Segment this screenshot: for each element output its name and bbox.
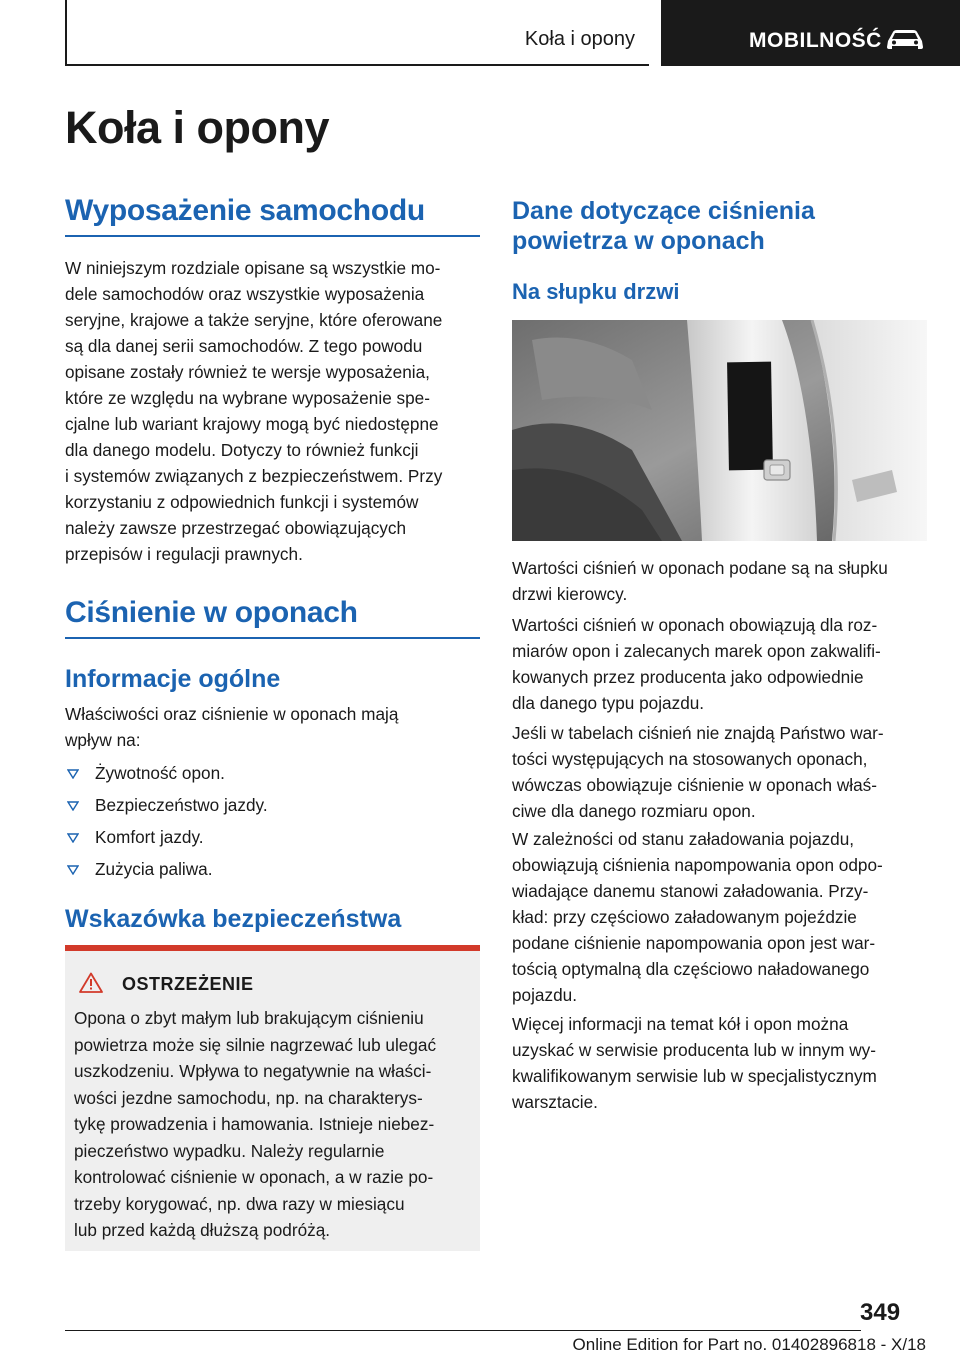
heading-pressure-data: Dane dotyczące ciśnienia powietrza w oponach	[512, 197, 815, 255]
load-paragraph: W zależności od stanu załadowania pojazdu, obowiązują ciśnienia napompowania opon odpo‐ wiadające danemu stanowi załadowania. Przy‐ kład: przy częściowo załadowanym pojeździe podane ciśnienie napompowania opon jest war‐ tością optymalną dla częściowo naładowanego pojazdu.	[512, 829, 883, 1005]
door-pillar-photo	[512, 320, 927, 541]
warning-text: Opona o zbyt małym lub brakującym ciśnieniu powietrza może się silnie nagrzewać lub ulegać uszkodzeniu. Wpływa to negatywnie na właści‐ wości jezdne samochodu, np. na charakterys‐ tykę prowadzenia i hamowania. Istnieje niebez‐ pieczeństwo wypadku. Należy regularnie kontrolować ciśnienie w oponach, a w razie po‐ trzeby korygować, np. dwa razy w miesiącu lub przed każdą dłuższą podróżą.	[74, 1008, 437, 1240]
triangle-bullet-icon	[67, 865, 79, 875]
pillar-paragraph: Wartości ciśnień w oponach podane są na słupku drzwi kierowcy.	[512, 558, 888, 604]
sizes-paragraph: Wartości ciśnień w oponach obowiązują dla roz‐ miarów opon i zalecanych marek opon zakwalifi‐ kowanych przez producenta jako odpowiednie dla danego typu pojazdu.	[512, 615, 881, 713]
header-section-title: Koła i opony	[524, 28, 635, 50]
list-item: Zużycia paliwa.	[65, 856, 480, 888]
heading-equipment: Wyposażenie samochodu	[65, 194, 425, 227]
equipment-paragraph: W niniejszym rozdziale opisane są wszystkie mo‐ dele samochodów oraz wszystkie wyposażenia seryjne, krajowe a także seryjne, które oferowane są dla danej serii samochodów. Z tego powodu opisane zostały również te wersje wyposażenia, które ze względu na wybrane wyposażenie spe‐ cjalne lub wariant krajowy mogą być niedostępne dla danego modelu. Dotyczy to również funkcji i systemów związanych z bezpieczeństwem. Przy korzystaniu z odpowiednich funkcji i systemów należy zawsze przestrzegać obowiązujących przepisów i regulacji prawnych.	[65, 258, 443, 564]
tables-paragraph: Jeśli w tabelach ciśnień nie znajdą Państwo war‐ tości występujących na stosowanych oponach, wówczas obowiązuje ciśnienie w oponach właś‐ ciwe dla danego rozmiaru opon.	[512, 723, 884, 821]
list-item: Żywotność opon.	[65, 760, 480, 792]
heading-tire-pressure: Ciśnienie w oponach	[65, 596, 358, 629]
triangle-bullet-icon	[67, 801, 79, 811]
general-paragraph: Właściwości oraz ciśnienie w oponach mają wpływ na:	[65, 704, 399, 750]
footer-rule	[65, 1330, 861, 1331]
heading-general-info: Informacje ogólne	[65, 665, 281, 693]
heading-rule	[65, 235, 480, 237]
header-divider-horizontal	[65, 64, 649, 66]
warning-bar	[65, 945, 480, 951]
heading-door-pillar: Na słupku drzwi	[512, 279, 680, 304]
page-title: Koła i opony	[65, 102, 329, 153]
footer-edition: Online Edition for Part no. 01402896818 - X/18	[572, 1335, 926, 1354]
service-paragraph: Więcej informacji na temat kół i opon można uzyskać w serwisie producenta lub w innym wy‐ kwalifikowanym serwisie lub w specjalistycznym warsztacie.	[512, 1014, 877, 1112]
triangle-bullet-icon	[67, 769, 79, 779]
heading-safety-note: Wskazówka bezpieczeństwa	[65, 905, 402, 933]
warning-box	[65, 945, 480, 1251]
heading-rule	[65, 637, 480, 639]
triangle-bullet-icon	[67, 833, 79, 843]
header-chapter-label: MOBILNOŚĆ	[749, 29, 882, 52]
warning-title: OSTRZEŻENIE	[122, 974, 254, 994]
car-icon	[885, 28, 925, 52]
list-item: Bezpieczeństwo jazdy.	[65, 792, 480, 824]
warning-triangle-icon	[79, 972, 103, 993]
influence-list	[65, 760, 480, 888]
page-number: 349	[860, 1299, 901, 1326]
list-item: Komfort jazdy.	[65, 824, 480, 856]
header-chapter-tab	[661, 0, 960, 66]
